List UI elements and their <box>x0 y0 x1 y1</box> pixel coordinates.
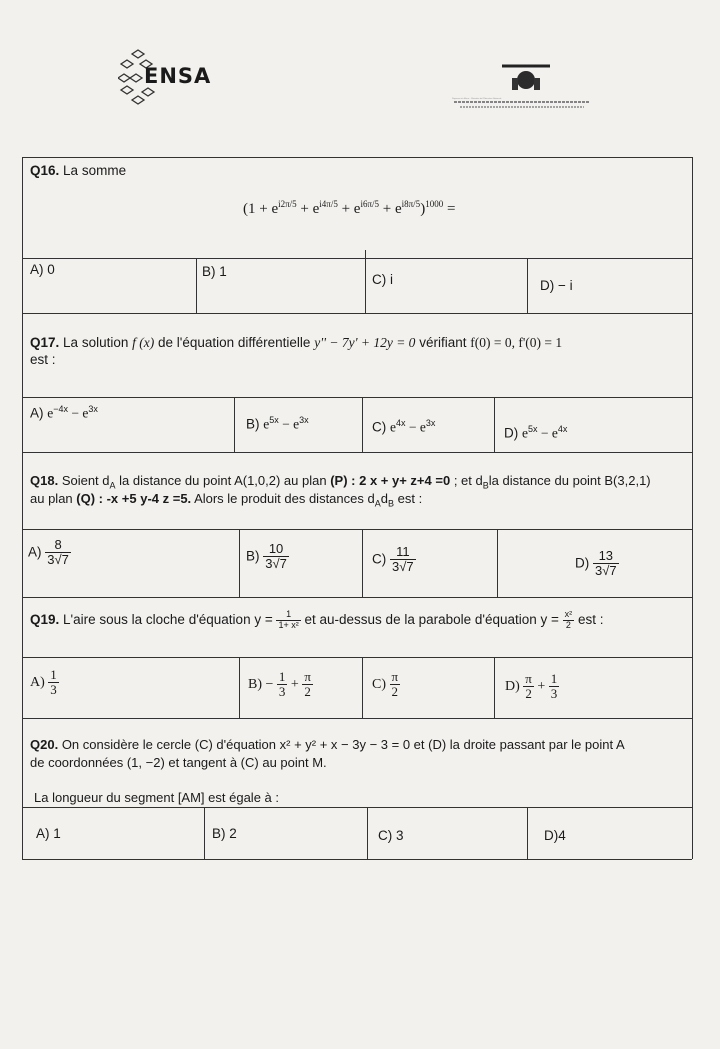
q18-text-h: est : <box>397 491 423 506</box>
q19-frac1-num: 1 <box>276 610 300 621</box>
q16-sum-prefix: (1 + e <box>243 201 279 217</box>
q17-text2: de l'équation différentielle <box>158 335 311 350</box>
rule-right <box>692 157 693 859</box>
q18-sub-a: A <box>109 480 116 491</box>
q18-opt-a-num: 8 <box>45 538 71 553</box>
q16-option-c[interactable]: C) i <box>372 272 393 287</box>
q17-opt-a-exp1: −4x <box>53 404 69 414</box>
q17-equation: y'' − 7y' + 12y = 0 <box>314 335 416 350</box>
q18-opt-d-frac <box>593 549 619 579</box>
q19-frac1 <box>276 610 300 631</box>
q18-label: Q18. <box>30 473 59 488</box>
q18-opt-b-num: 10 <box>263 542 289 557</box>
q18-opt-d-label: D) <box>575 555 590 571</box>
q17-option-d[interactable] <box>504 424 567 442</box>
q17-opt-b-label: B) <box>246 416 260 432</box>
q16-header <box>30 163 126 178</box>
q17-func: f (x) <box>132 335 155 350</box>
q18-plane-q: (Q) : -x +5 y-4 z =5. <box>76 491 192 506</box>
q20-text1: On considère le cercle (C) d'équation x² + y² + x − 3y − 3 = 0 et (D) la droite passant par le point A <box>61 737 625 752</box>
q19-opt-d-plus: + <box>537 679 546 695</box>
q19-line <box>30 610 603 631</box>
q17-opt-b-exp1: 5x <box>269 415 279 425</box>
q19-opt-a-label: A) <box>30 675 45 691</box>
q17-opt-a-e2: − e <box>68 405 89 421</box>
q17-opt-b-e1: e <box>263 416 270 432</box>
q17-line2: est : <box>30 352 56 367</box>
q19-frac1-den: 1+ x² <box>278 619 299 630</box>
q18-opt-c-num: 11 <box>390 545 416 560</box>
q18-sub-a2: A <box>374 498 381 509</box>
q18-line2 <box>30 491 422 509</box>
q19-opt-c-num: π <box>391 669 399 684</box>
kingdom-emblem <box>452 56 592 112</box>
q20-option-a[interactable]: A) 1 <box>36 826 61 841</box>
q19-opt-c-frac <box>390 670 401 700</box>
q18-text-e: au plan <box>30 491 73 506</box>
q18-opt-a-den: 3√7 <box>47 552 69 568</box>
q19-option-c[interactable] <box>372 670 400 700</box>
q16-option-b[interactable]: B) 1 <box>202 264 227 279</box>
q16-formula: $(1 + e^{i2\pi/5} + e^{i4\pi/5} + e^{i6\pi/5} + e^{i8\pi/5})^{1000}$ = <box>243 199 456 217</box>
q18-opt-d-den: 3√7 <box>595 563 617 579</box>
q17-opt-d-exp1: 5x <box>528 424 538 434</box>
q17-opt-c-exp1: 4x <box>396 418 406 428</box>
q19-frac2-den: 2 <box>565 619 571 630</box>
rule-top <box>22 157 692 158</box>
q17-opt-c-exp2: 3x <box>425 418 436 428</box>
q16-power: 1000 <box>425 199 444 209</box>
q17-opt-b-e2: − e <box>278 416 300 432</box>
q18-line1 <box>30 473 651 491</box>
q18-option-a[interactable] <box>28 538 71 568</box>
q20-option-b[interactable]: B) 2 <box>212 826 237 841</box>
q20-line2: de coordonnées (1, −2) et tangent à (C) au point M. <box>30 755 327 770</box>
q19-text2: et au-dessus de la parabole d'équation y = <box>304 611 559 627</box>
q19-opt-b-plus: + <box>290 677 299 693</box>
rule-left <box>22 157 23 859</box>
q18-sub-b: B <box>482 480 489 491</box>
q20-label: Q20. <box>30 737 59 752</box>
q16-equals: = <box>446 201 456 217</box>
q19-opt-d-num1: π <box>525 671 532 686</box>
emblem-caption: Royaume du Maroc · Ministère de l'Éducation Nationale <box>452 98 502 100</box>
q19-text3: est : <box>577 611 604 627</box>
q19-opt-a-den: 3 <box>50 682 57 698</box>
q19-opt-b-den2: 2 <box>304 684 311 700</box>
q16-exp2: i4π/5 <box>319 199 338 209</box>
q17-condition: f(0) = 0, f'(0) = 1 <box>470 335 563 350</box>
q19-opt-c-den: 2 <box>391 684 399 700</box>
q18-opt-c-den: 3√7 <box>392 559 414 575</box>
q16-label: Q16. <box>30 163 60 178</box>
q19-opt-b-num1: 1 <box>278 669 286 684</box>
q18-opt-d-num: 13 <box>593 549 619 564</box>
q18-option-c[interactable] <box>372 545 416 575</box>
q19-option-a[interactable] <box>30 668 59 698</box>
q19-option-b[interactable] <box>248 670 313 700</box>
q18-opt-a-frac <box>45 538 71 568</box>
q19-label: Q19. <box>30 611 60 627</box>
q16-option-a[interactable]: A) 0 <box>30 262 55 277</box>
q19-option-d[interactable] <box>505 672 559 702</box>
q18-text-c: ; et d <box>453 473 483 488</box>
q19-opt-b-den1: 3 <box>278 684 286 700</box>
q20-option-c[interactable]: C) 3 <box>378 828 404 843</box>
q17-opt-c-label: C) <box>372 419 387 435</box>
q19-frac2-num: x² <box>564 609 573 619</box>
q19-opt-b-frac1 <box>277 670 288 700</box>
q17-opt-b-exp2: 3x <box>299 415 309 425</box>
q19-opt-d-label: D) <box>505 679 520 695</box>
emblem-icon <box>452 56 592 112</box>
q19-opt-d-num2: 1 <box>550 671 558 686</box>
q19-opt-d-den2: 3 <box>550 686 558 702</box>
q18-text-b: la distance du point A(1,0,2) au plan <box>119 473 327 488</box>
q17-text1: La solution <box>63 335 129 350</box>
q19-frac2 <box>563 610 575 631</box>
q19-opt-d-den1: 2 <box>525 686 532 702</box>
q19-opt-b-label: B) − <box>248 677 274 693</box>
q18-sub-b2: B <box>387 498 394 509</box>
q17-option-b[interactable] <box>246 415 309 433</box>
q16-exp3: i6π/5 <box>360 199 380 209</box>
q17-opt-c-e2: − e <box>405 419 426 435</box>
q19-opt-a-num: 1 <box>50 667 57 682</box>
q19-opt-c-label: C) <box>372 677 386 693</box>
q17-opt-d-e1: e <box>522 425 529 441</box>
q20-option-d[interactable]: D)4 <box>544 828 566 843</box>
q18-opt-b-den: 3√7 <box>265 556 287 572</box>
q17-opt-a-e1: e <box>47 405 54 421</box>
q18-option-b[interactable] <box>246 542 289 572</box>
q18-opt-c-frac <box>390 545 416 575</box>
q18-text-d: la distance du point B(3,2,1) <box>488 473 651 488</box>
ensa-logo <box>118 46 218 106</box>
q18-opt-c-label: C) <box>372 551 387 567</box>
q17-opt-d-label: D) <box>504 425 519 441</box>
q16-exp1: i2π/5 <box>278 199 297 209</box>
q17-opt-a-label: A) <box>30 405 44 421</box>
q17-opt-c-e1: e <box>390 419 397 435</box>
q19-opt-a-frac <box>48 668 59 698</box>
q16-exp4: i8π/5 <box>401 199 421 209</box>
q17-text3: vérifiant <box>419 335 467 350</box>
q18-text-g: d <box>380 491 388 506</box>
q16-option-d[interactable]: D) − i <box>540 278 573 293</box>
logo-text: ENSA <box>144 64 212 88</box>
q18-opt-b-label: B) <box>246 548 260 564</box>
q18-plane-p: (P) : 2 x + y+ z+4 =0 <box>330 473 451 488</box>
q19-opt-d-frac1 <box>523 672 534 702</box>
q18-text-f: Alors le produit des distances d <box>194 491 375 506</box>
q19-text1: L'aire sous la cloche d'équation y = <box>63 611 273 627</box>
q17-option-a[interactable] <box>30 404 98 422</box>
q17-line1 <box>30 335 562 351</box>
q20-line1 <box>30 737 625 752</box>
q17-option-c[interactable] <box>372 418 435 436</box>
q16-prompt: La somme <box>63 163 127 178</box>
q20-line3: La longueur du segment [AM] est égale à : <box>34 790 279 805</box>
q18-text-a: Soient d <box>61 473 110 488</box>
q17-opt-d-e2: − e <box>537 425 558 441</box>
q17-opt-d-exp2: 4x <box>557 424 568 434</box>
q19-opt-b-num2: π <box>304 669 311 684</box>
q18-opt-a-label: A) <box>28 544 42 560</box>
q17-opt-a-exp2: 3x <box>88 404 98 414</box>
q19-opt-d-frac2 <box>549 672 560 702</box>
q18-opt-b-frac <box>263 542 289 572</box>
q17-label: Q17. <box>30 335 60 350</box>
q19-opt-b-frac2 <box>302 670 313 700</box>
q18-option-d[interactable] <box>575 549 619 579</box>
